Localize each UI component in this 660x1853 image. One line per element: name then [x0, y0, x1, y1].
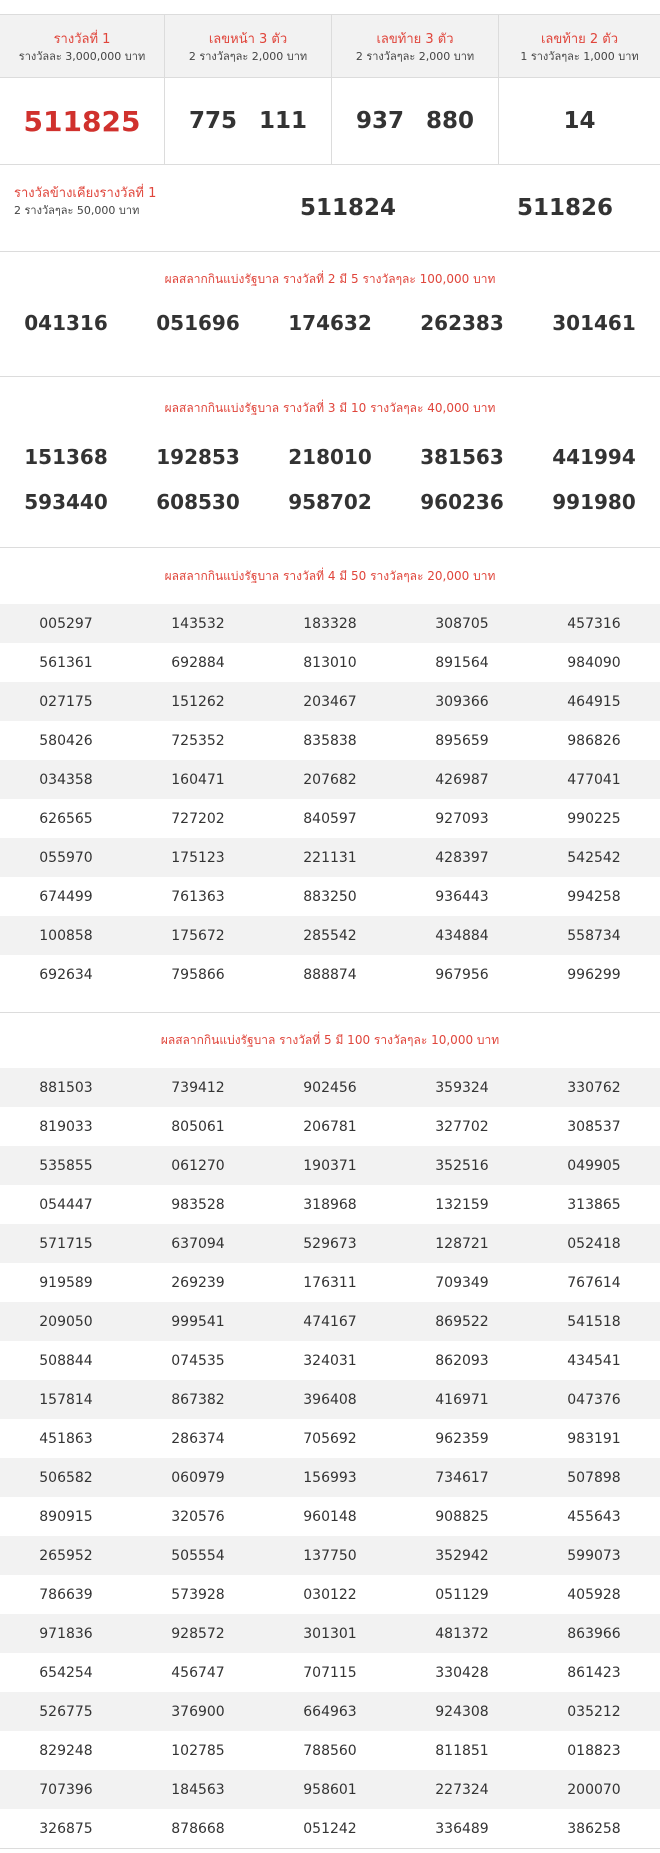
prize-number: 727202 [171, 810, 225, 827]
prize-number: 352516 [435, 1157, 489, 1174]
near-prize-sub: 2 รางวัลๆละ 50,000 บาท [14, 204, 140, 217]
prize-number: 991980 [552, 490, 636, 514]
prize-number: 184563 [171, 1781, 225, 1798]
prize2-section [0, 252, 660, 377]
prize-number: 156993 [303, 1469, 357, 1486]
prize-number: 795866 [171, 966, 225, 983]
back3-title: เลขท้าย 3 ตัว [376, 32, 454, 47]
prize-number: 265952 [39, 1547, 93, 1564]
table-row [0, 1263, 660, 1302]
table-row [0, 1146, 660, 1185]
prize-number: 819033 [39, 1118, 93, 1135]
front3-title: เลขหน้า 3 ตัว [208, 32, 288, 47]
prize-number: 055970 [39, 849, 93, 866]
prize-number: 936443 [435, 888, 489, 905]
prize-number: 203467 [303, 693, 357, 710]
prize-number: 971836 [39, 1625, 93, 1642]
table-row [0, 1536, 660, 1575]
prize-number: 869522 [435, 1313, 489, 1330]
prize-number: 330428 [435, 1664, 489, 1681]
prize-number: 908825 [435, 1508, 489, 1525]
prize-number: 269239 [171, 1274, 225, 1291]
prize-number: 664963 [303, 1703, 357, 1720]
prize-number: 324031 [303, 1352, 357, 1369]
back3-sub: 2 รางวัลๆละ 2,000 บาท [355, 50, 475, 63]
prize-number: 558734 [567, 927, 621, 944]
table-row [0, 1770, 660, 1809]
prize-number: 434884 [435, 927, 489, 944]
prize-number: 209050 [39, 1313, 93, 1330]
prize-number: 888874 [303, 966, 357, 983]
prize-number: 573928 [171, 1586, 225, 1603]
prize-number: 867382 [171, 1391, 225, 1408]
prize3-title: ผลสลากกินแบ่งรัฐบาล รางวัลที่ 3 มี 10 รางวัลๆละ 40,000 บาท [164, 401, 496, 415]
prize-number: 637094 [171, 1235, 225, 1252]
prize-number: 308537 [567, 1118, 621, 1135]
front3-numbers [165, 78, 332, 164]
prize-number: 507898 [567, 1469, 621, 1486]
prize-number: 813010 [303, 654, 357, 671]
prize-number: 692634 [39, 966, 93, 983]
prize-number: 994258 [567, 888, 621, 905]
prize-number: 692884 [171, 654, 225, 671]
prize-number: 175123 [171, 849, 225, 866]
table-row [0, 604, 660, 643]
table-row [0, 838, 660, 877]
number-row [0, 311, 660, 335]
prize-number: 990225 [567, 810, 621, 827]
near-prize-title: รางวัลข้างเคียงรางวัลที่ 1 [14, 186, 157, 201]
prize-number: 327702 [435, 1118, 489, 1135]
prize-number: 428397 [435, 849, 489, 866]
prize-number: 526775 [39, 1703, 93, 1720]
prize-number: 286374 [171, 1430, 225, 1447]
table-row [0, 1302, 660, 1341]
prize-number: 481372 [435, 1625, 489, 1642]
prize-number: 160471 [171, 771, 225, 788]
prize-number: 739412 [171, 1079, 225, 1096]
prize-number: 455643 [567, 1508, 621, 1525]
prize-number: 705692 [303, 1430, 357, 1447]
prize-number: 030122 [303, 1586, 357, 1603]
table-row [0, 1809, 660, 1848]
prize-number: 878668 [171, 1820, 225, 1837]
table-row [0, 1731, 660, 1770]
table-row [0, 1224, 660, 1263]
prize-number: 928572 [171, 1625, 225, 1642]
prize-number: 983191 [567, 1430, 621, 1447]
prize-number: 883250 [303, 888, 357, 905]
prize-number: 041316 [24, 311, 108, 335]
prize-number: 861423 [567, 1664, 621, 1681]
prize-number: 902456 [303, 1079, 357, 1096]
prize1-sub: รางวัลละ 3,000,000 บาท [18, 50, 146, 63]
prize-number: 175672 [171, 927, 225, 944]
prize-number: 707115 [303, 1664, 357, 1681]
front3-header [165, 15, 332, 77]
table-row [0, 1497, 660, 1536]
prize-number: 477041 [567, 771, 621, 788]
prize1-title: รางวัลที่ 1 [53, 32, 111, 47]
prize-number: 474167 [303, 1313, 357, 1330]
prize-number: 542542 [567, 849, 621, 866]
prize-number: 960148 [303, 1508, 357, 1525]
prize-number: 151262 [171, 693, 225, 710]
prize-number: 958702 [288, 490, 372, 514]
prize-number: 535855 [39, 1157, 93, 1174]
prize-number: 005297 [39, 615, 93, 632]
prize-number: 301301 [303, 1625, 357, 1642]
prize-number: 320576 [171, 1508, 225, 1525]
table-row [0, 1575, 660, 1614]
prize-number: 984090 [567, 654, 621, 671]
prize-number: 318968 [303, 1196, 357, 1213]
prize-number: 811851 [435, 1742, 489, 1759]
table-row [0, 1419, 660, 1458]
prize-number: 967956 [435, 966, 489, 983]
prize-number: 505554 [171, 1547, 225, 1564]
prize-number: 958601 [303, 1781, 357, 1798]
front3-number: 775 [188, 108, 237, 134]
table-row [0, 877, 660, 916]
table-row [0, 1107, 660, 1146]
prize-number: 051242 [303, 1820, 357, 1837]
prize-number: 426987 [435, 771, 489, 788]
back2-sub: 1 รางวัลๆละ 1,000 บาท [520, 50, 639, 63]
prize-number: 919589 [39, 1274, 93, 1291]
prize-number: 541518 [567, 1313, 621, 1330]
prize-number: 157814 [39, 1391, 93, 1408]
prize-number: 100858 [39, 927, 93, 944]
prize-number: 786639 [39, 1586, 93, 1603]
front3-sub: 2 รางวัลๆละ 2,000 บาท [188, 50, 308, 63]
prize-number: 835838 [303, 732, 357, 749]
prize-number: 890915 [39, 1508, 93, 1525]
prize-number: 761363 [171, 888, 225, 905]
prize-number: 895659 [435, 732, 489, 749]
prize1-number: 511825 [0, 78, 165, 164]
prize-number-row [0, 78, 660, 165]
prize-number: 074535 [171, 1352, 225, 1369]
prize-number: 060979 [171, 1469, 225, 1486]
prize-number: 960236 [420, 490, 504, 514]
prize-number: 190371 [303, 1157, 357, 1174]
prize2-title: ผลสลากกินแบ่งรัฐบาล รางวัลที่ 2 มี 5 รางวัลๆละ 100,000 บาท [164, 272, 496, 286]
back3-header [332, 15, 499, 77]
table-row [0, 799, 660, 838]
prize-number: 571715 [39, 1235, 93, 1252]
prize-number: 128721 [435, 1235, 489, 1252]
prize-number: 174632 [288, 311, 372, 335]
prize4-section [0, 548, 660, 1013]
table-row [0, 643, 660, 682]
back2-header [499, 15, 660, 77]
prize-number: 654254 [39, 1664, 93, 1681]
prize-number: 018823 [567, 1742, 621, 1759]
table-row [0, 760, 660, 799]
prize5-section [0, 1013, 660, 1849]
prize-number: 352942 [435, 1547, 489, 1564]
prize-number: 626565 [39, 810, 93, 827]
prize3-section [0, 377, 660, 548]
prize-number: 593440 [24, 490, 108, 514]
prize-number: 132159 [435, 1196, 489, 1213]
prize-number: 734617 [435, 1469, 489, 1486]
table-row [0, 1068, 660, 1107]
prize-number: 301461 [552, 311, 636, 335]
prize-number: 416971 [435, 1391, 489, 1408]
prize-number: 924308 [435, 1703, 489, 1720]
prize-number: 218010 [288, 445, 372, 469]
prize-number: 457316 [567, 615, 621, 632]
prize-number: 143532 [171, 615, 225, 632]
prize-number: 359324 [435, 1079, 489, 1096]
prize-number: 405928 [567, 1586, 621, 1603]
near-prize-section [0, 165, 660, 252]
prize-number: 313865 [567, 1196, 621, 1213]
prize-number: 206781 [303, 1118, 357, 1135]
prize-number: 891564 [435, 654, 489, 671]
prize-number: 051696 [156, 311, 240, 335]
back3-numbers [332, 78, 499, 164]
table-row [0, 1185, 660, 1224]
prize-number: 200070 [567, 1781, 621, 1798]
table-row [0, 1458, 660, 1497]
table-row [0, 721, 660, 760]
prize-number: 608530 [156, 490, 240, 514]
prize-number: 725352 [171, 732, 225, 749]
table-row [0, 916, 660, 955]
prize-number: 376900 [171, 1703, 225, 1720]
prize-number: 709349 [435, 1274, 489, 1291]
prize-number: 221131 [303, 849, 357, 866]
prize-sections [0, 252, 660, 1849]
back2-number: 14 [563, 108, 596, 134]
prize-number: 434541 [567, 1352, 621, 1369]
table-row [0, 1614, 660, 1653]
prize-number: 285542 [303, 927, 357, 944]
prize-number: 829248 [39, 1742, 93, 1759]
near-prize-number: 511824 [300, 195, 397, 221]
near-prize-number: 511826 [517, 195, 614, 221]
prize-number: 508844 [39, 1352, 93, 1369]
number-row [0, 490, 660, 514]
prize-number: 580426 [39, 732, 93, 749]
back2-title: เลขท้าย 2 ตัว [540, 32, 619, 47]
prize-number: 207682 [303, 771, 357, 788]
prize-number: 137750 [303, 1547, 357, 1564]
table-row [0, 1380, 660, 1419]
number-row [0, 445, 660, 469]
table-row [0, 955, 660, 994]
prize-number: 767614 [567, 1274, 621, 1291]
table-row [0, 1653, 660, 1692]
table-row [0, 682, 660, 721]
prize-number: 102785 [171, 1742, 225, 1759]
prize-number: 707396 [39, 1781, 93, 1798]
prize-number: 962359 [435, 1430, 489, 1447]
back3-number: 880 [426, 108, 475, 134]
prize1-header [0, 15, 165, 77]
near-prize-label [14, 185, 156, 219]
prize-number: 330762 [567, 1079, 621, 1096]
prize-number: 529673 [303, 1235, 357, 1252]
prize-number: 051129 [435, 1586, 489, 1603]
prize-number: 054447 [39, 1196, 93, 1213]
prize-number: 049905 [567, 1157, 621, 1174]
prize5-title: ผลสลากกินแบ่งรัฐบาล รางวัลที่ 5 มี 100 รางวัลๆละ 10,000 บาท [160, 1033, 500, 1047]
prize-number: 308705 [435, 615, 489, 632]
prize-number: 183328 [303, 615, 357, 632]
prize-number: 326875 [39, 1820, 93, 1837]
prize-number: 456747 [171, 1664, 225, 1681]
prize-number: 262383 [420, 311, 504, 335]
prize-number: 309366 [435, 693, 489, 710]
prize-header-row [0, 14, 660, 78]
prize-number: 035212 [567, 1703, 621, 1720]
prize-number: 999541 [171, 1313, 225, 1330]
prize-number: 881503 [39, 1079, 93, 1096]
prize-number: 047376 [567, 1391, 621, 1408]
prize-number: 561361 [39, 654, 93, 671]
prize-number: 674499 [39, 888, 93, 905]
prize-number: 441994 [552, 445, 636, 469]
prize-number: 983528 [171, 1196, 225, 1213]
front3-number: 111 [259, 108, 308, 134]
prize-number: 451863 [39, 1430, 93, 1447]
prize-number: 862093 [435, 1352, 489, 1369]
prize-number: 996299 [567, 966, 621, 983]
prize-number: 599073 [567, 1547, 621, 1564]
table-row [0, 1341, 660, 1380]
prize-number: 192853 [156, 445, 240, 469]
prize-number: 052418 [567, 1235, 621, 1252]
prize-number: 927093 [435, 810, 489, 827]
prize-number: 863966 [567, 1625, 621, 1642]
table-row [0, 1692, 660, 1731]
prize-number: 986826 [567, 732, 621, 749]
prize-number: 788560 [303, 1742, 357, 1759]
prize-number: 151368 [24, 445, 108, 469]
prize-number: 034358 [39, 771, 93, 788]
prize-number: 840597 [303, 810, 357, 827]
prize-number: 386258 [567, 1820, 621, 1837]
prize-number: 227324 [435, 1781, 489, 1798]
prize-number: 464915 [567, 693, 621, 710]
prize-number: 805061 [171, 1118, 225, 1135]
prize-number: 061270 [171, 1157, 225, 1174]
prize-number: 336489 [435, 1820, 489, 1837]
prize-number: 396408 [303, 1391, 357, 1408]
prize-number: 027175 [39, 693, 93, 710]
prize-number: 176311 [303, 1274, 357, 1291]
prize4-title: ผลสลากกินแบ่งรัฐบาล รางวัลที่ 4 มี 50 รางวัลๆละ 20,000 บาท [164, 569, 496, 583]
prize-number: 506582 [39, 1469, 93, 1486]
back3-number: 937 [355, 108, 404, 134]
prize-number: 381563 [420, 445, 504, 469]
